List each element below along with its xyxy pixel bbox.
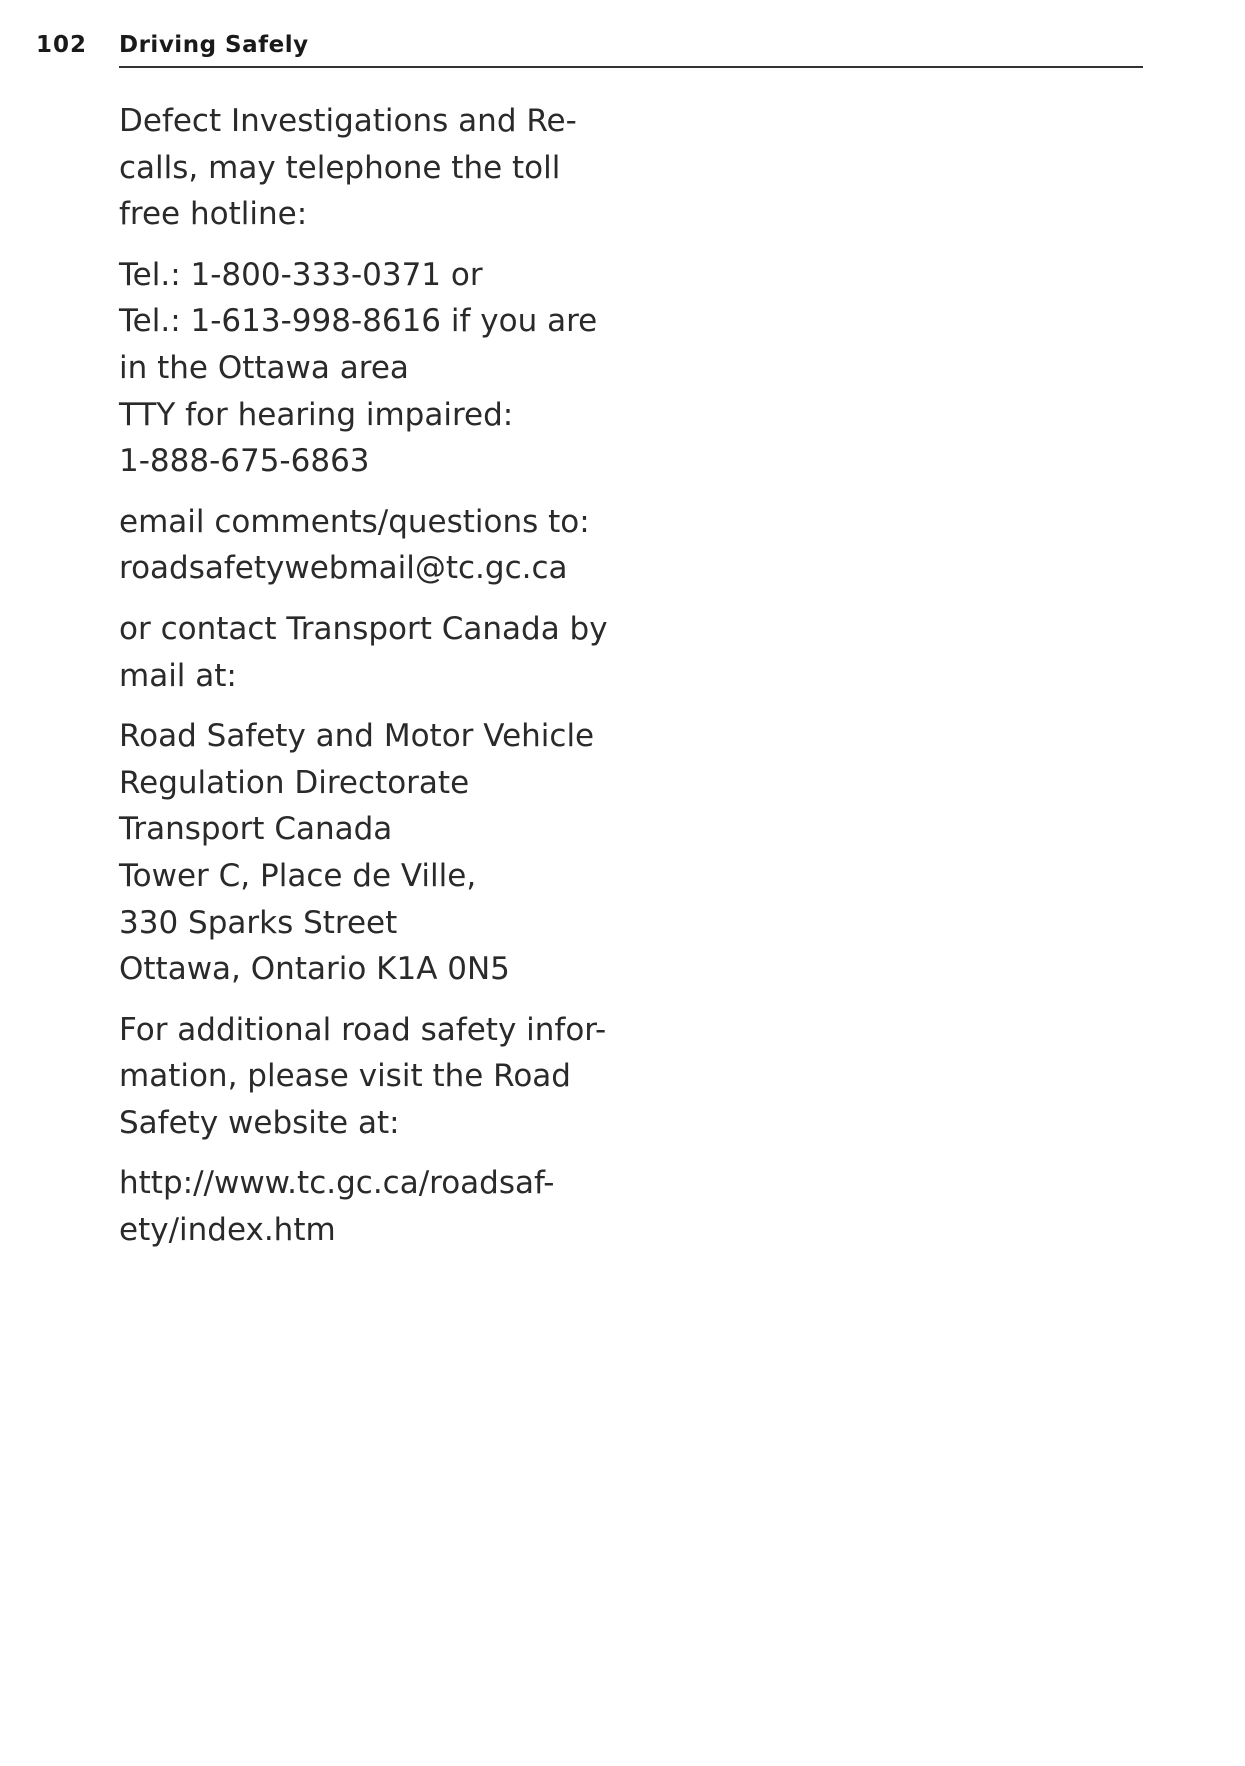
page-header	[0, 0, 1245, 70]
toll-free-phone: Tel.: 1-800-333-0371 or	[119, 256, 483, 293]
text-line: in the Ottawa area	[119, 349, 409, 386]
url-line: http://www.tc.gc.ca/roadsaf-	[119, 1165, 555, 1202]
text-line: free hotline:	[119, 196, 308, 233]
text-line: email comments/questions to:	[119, 503, 590, 540]
phone-numbers-paragraph	[119, 252, 679, 485]
email-address: roadsafetywebmail@tc.gc.ca	[119, 550, 568, 587]
address-line: Regulation Directorate	[119, 764, 470, 801]
section-title: Driving Safely	[119, 32, 309, 58]
text-line: calls, may telephone the toll	[119, 149, 561, 186]
header-divider	[119, 66, 1143, 68]
page-number: 102	[36, 32, 88, 58]
address-line: Ottawa, Ontario K1A 0N5	[119, 951, 510, 988]
mail-intro-paragraph	[119, 606, 679, 699]
address-line: 330 Sparks Street	[119, 904, 398, 941]
mailing-address	[119, 713, 679, 993]
text-line: TTY for hearing impaired:	[119, 396, 514, 433]
address-line: Tower C, Place de Ville,	[119, 857, 477, 894]
body-text	[119, 98, 679, 1268]
hotline-intro-paragraph	[119, 98, 679, 238]
tty-phone: 1-888-675-6863	[119, 443, 370, 480]
website-url	[119, 1160, 679, 1253]
address-line: Road Safety and Motor Vehicle	[119, 718, 595, 755]
address-line: Transport Canada	[119, 811, 393, 848]
url-line: ety/index.htm	[119, 1212, 336, 1249]
website-intro-paragraph	[119, 1007, 679, 1147]
text-line: For additional road safety infor-	[119, 1011, 607, 1048]
email-paragraph	[119, 499, 679, 592]
text-line: mation, please visit the Road	[119, 1058, 571, 1095]
ottawa-phone: Tel.: 1-613-998-8616 if you are	[119, 303, 598, 340]
text-line: Safety website at:	[119, 1104, 400, 1141]
text-line: mail at:	[119, 657, 237, 694]
text-line: Defect Investigations and Re-	[119, 103, 577, 139]
text-line: or contact Transport Canada by	[119, 610, 608, 647]
